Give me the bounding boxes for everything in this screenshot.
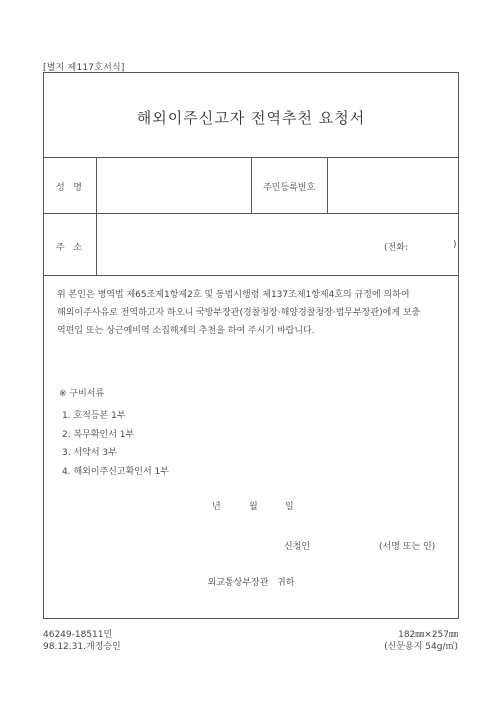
resident-number-field[interactable]	[331, 159, 455, 211]
form-reference-number: [별지 제117호서식]	[43, 63, 125, 73]
form-title: 해외이주신고자 전역추천 요청서	[136, 109, 366, 127]
document-item: 2. 복무확인서 1부	[62, 429, 135, 440]
required-documents	[59, 386, 169, 482]
statement-line-3: 역편입 또는 상근예비역 소집해제의 추천을 하여 주시기 바랍니다.	[57, 326, 315, 336]
phone-close-paren: )	[453, 240, 457, 250]
document-item: 1. 호적등본 1부	[62, 411, 126, 421]
paper-type: (신문용지 54g/㎡)	[384, 642, 458, 652]
document-item: 4. 해외이주신고확인서 1부	[62, 466, 169, 477]
statement-line-1: 위 본인은 병역법 제65조제1항제2호 및 동법시행령 제137조제1항제4호의 규정에 의하여	[57, 290, 410, 300]
address-label: 주 소	[56, 243, 82, 253]
paper-size: 182㎜×257㎜	[398, 630, 458, 640]
date-day-label: 일	[285, 502, 294, 512]
date-year-label: 년	[212, 502, 221, 512]
divider-name-row-bottom	[44, 213, 458, 214]
form-number: 46249-18511민	[43, 630, 113, 640]
form-frame	[43, 72, 459, 619]
phone-label: (전화:	[384, 243, 408, 253]
signature-note: (서명 또는 인)	[379, 542, 436, 552]
phone-field[interactable]	[414, 235, 454, 251]
statement-line-2: 해외이주사유로 전역하고자 하오니 국방부장관(경찰청장·해양경찰청장·법무부장관)에게 보충	[57, 308, 421, 318]
applicant-label: 신청인	[284, 542, 311, 552]
addressee: 외교통상부장관 귀하	[207, 578, 295, 588]
name-label: 성 명	[56, 183, 82, 193]
document-item: 3. 서약서 3부	[62, 448, 117, 458]
divider-resident-label	[327, 157, 328, 213]
approval-date: 98.12.31.개정승인	[43, 642, 121, 652]
name-field[interactable]	[100, 159, 248, 211]
applicant-signature-field[interactable]	[316, 533, 376, 551]
request-statement	[57, 286, 448, 340]
address-field[interactable]	[100, 217, 370, 271]
resident-number-label: 주민등록번호	[263, 183, 316, 193]
divider-name-value	[251, 157, 252, 213]
date-month-label: 월	[249, 502, 258, 512]
divider-label-column	[96, 157, 97, 275]
divider-address-row-bottom	[44, 275, 458, 276]
documents-header: ※ 구비서류	[59, 389, 105, 399]
